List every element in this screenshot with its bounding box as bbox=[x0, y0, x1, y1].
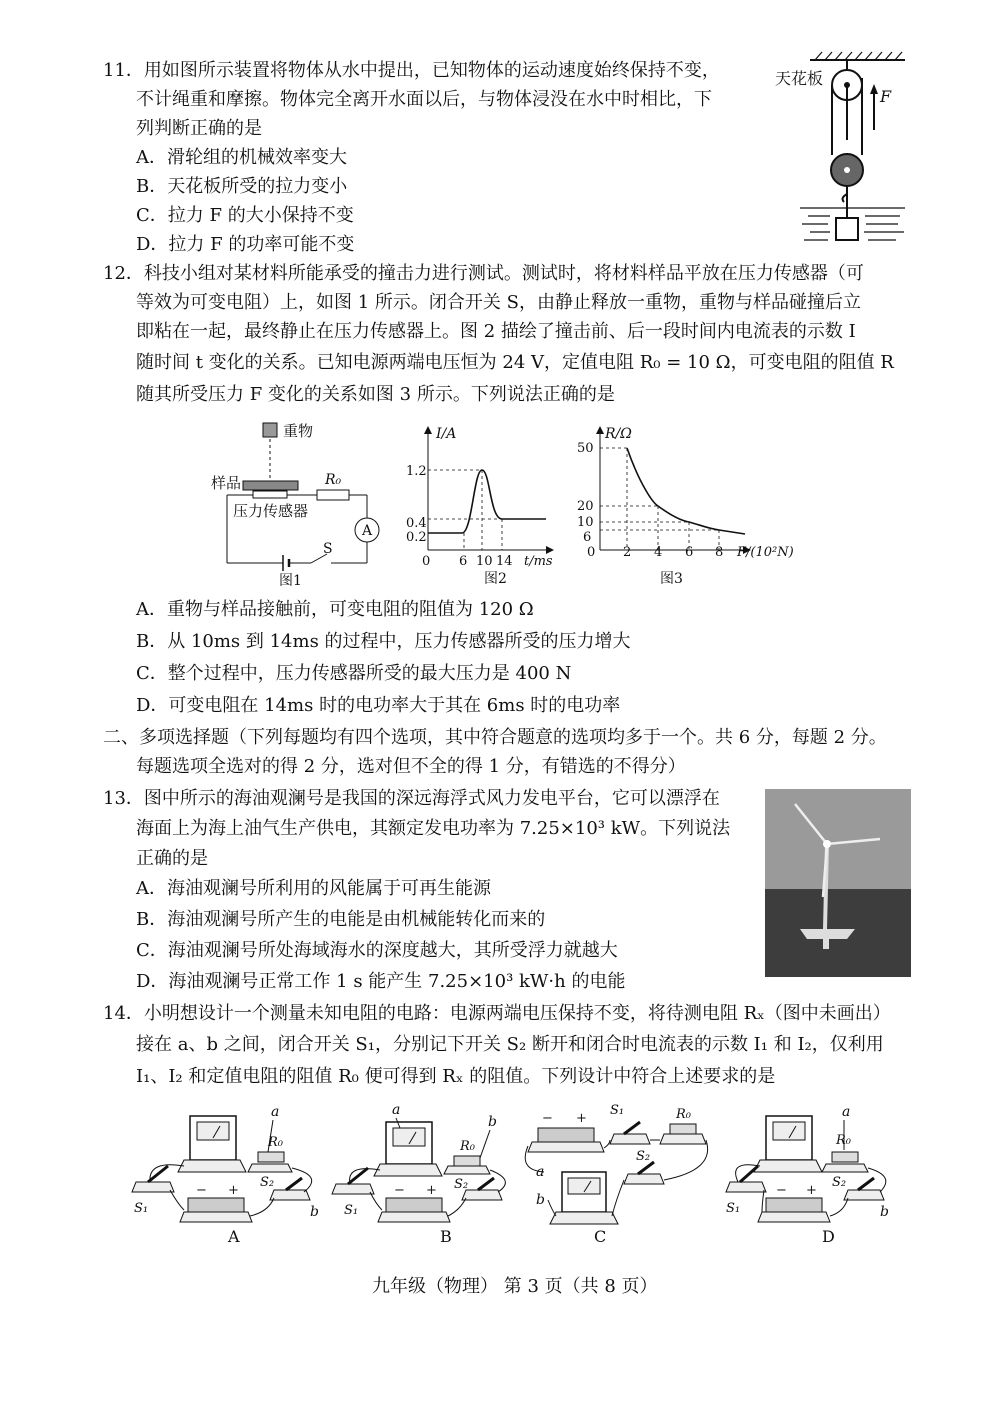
force-label: F bbox=[880, 87, 892, 106]
switch-s2-label: S₂ bbox=[832, 1175, 847, 1190]
q13-option-b: B．海油观澜号所产生的电能是由机械能转化而来的 bbox=[136, 909, 546, 930]
terminal-b-label: b bbox=[880, 1204, 889, 1220]
q13-option-d: D．海油观澜号正常工作 1 s 能产生 7.25×10³ kW·h 的电能 bbox=[136, 971, 626, 992]
switch-s1-label: S₁ bbox=[610, 1103, 625, 1118]
q14-line3: I₁、I₂ 和定值电阻的阻值 R₀ 便可得到 Rₓ 的阻值。下列设计中符合上述要求的是 bbox=[136, 1066, 776, 1087]
circuit-a bbox=[128, 1100, 328, 1245]
ammeter-label: A bbox=[362, 523, 373, 539]
q12-option-b: B．从 10ms 到 14ms 的过程中，压力传感器所受的压力增大 bbox=[136, 631, 631, 652]
page-footer: 九年级（物理） 第 3 页（共 8 页） bbox=[372, 1276, 658, 1297]
battery-minus: − bbox=[776, 1183, 787, 1198]
q12-option-d: D．可变电阻在 14ms 时的电功率大于其在 6ms 时的电功率 bbox=[136, 695, 621, 716]
battery-plus: + bbox=[228, 1183, 239, 1198]
fig2-xtick: 10 bbox=[476, 554, 493, 569]
q12-line5: 随其所受压力 F 变化的关系如图 3 所示。下列说法正确的是 bbox=[136, 384, 615, 405]
figure-1-circuit bbox=[205, 415, 390, 590]
q12-option-a: A．重物与样品接触前，可变电阻的阻值为 120 Ω bbox=[136, 599, 534, 620]
switch-s2-label: S₂ bbox=[454, 1177, 469, 1192]
q12-line3: 即粘在一起，最终静止在压力传感器上。图 2 描绘了撞击前、后一段时间内电流表的示数 I bbox=[136, 321, 856, 342]
fig2-xlabel: t/ms bbox=[524, 554, 553, 569]
circuit-d-caption: D bbox=[822, 1227, 835, 1246]
fig3-ytick: 20 bbox=[577, 499, 594, 514]
figure-3-graph bbox=[565, 420, 800, 590]
fig3-xtick: 6 bbox=[685, 545, 694, 560]
fig3-xlabel: F/(10²N) bbox=[737, 545, 794, 560]
battery-minus: − bbox=[394, 1183, 405, 1198]
figure-2-graph bbox=[400, 420, 560, 590]
section2-heading: 二、多项选择题（下列每题均有四个选项，其中符合题意的选项均多于一个。共 6 分，每题 2 分。 bbox=[103, 727, 887, 748]
figure-1-caption: 图1 bbox=[279, 573, 302, 589]
terminal-a-label: a bbox=[392, 1102, 401, 1118]
switch-label: S bbox=[323, 541, 333, 557]
fig3-ytick: 50 bbox=[577, 441, 594, 456]
sensor-label: 压力传感器 bbox=[233, 502, 309, 520]
q13-line2: 海面上为海上油气生产供电，其额定发电功率为 7.25×10³ kW。下列说法 bbox=[136, 818, 731, 839]
q12-option-c: C．整个过程中，压力传感器所受的最大压力是 400 N bbox=[136, 663, 572, 684]
switch-s1-label: S₁ bbox=[726, 1201, 741, 1216]
fig3-ylabel: R/Ω bbox=[605, 426, 632, 442]
terminal-a-label: a bbox=[842, 1104, 851, 1120]
q11-line3: 列判断正确的是 bbox=[136, 118, 262, 139]
battery-plus: + bbox=[806, 1183, 817, 1198]
circuit-c-caption: C bbox=[594, 1227, 607, 1246]
battery-minus: − bbox=[196, 1183, 207, 1198]
circuit-a-caption: A bbox=[228, 1227, 240, 1246]
q12-line2: 等效为可变电阻）上，如图 1 所示。闭合开关 S，由静止释放一重物，重物与样品碰撞后立 bbox=[136, 292, 861, 313]
switch-s2-label: S₂ bbox=[260, 1175, 275, 1190]
fig2-ylabel: I/A bbox=[436, 426, 457, 442]
terminal-b-label: b bbox=[488, 1114, 497, 1130]
fig3-xtick: 4 bbox=[654, 545, 663, 560]
fig3-ytick: 10 bbox=[577, 515, 594, 530]
fig2-ytick: 0.2 bbox=[406, 530, 427, 545]
battery-minus: − bbox=[542, 1111, 553, 1126]
switch-s1-label: S₁ bbox=[344, 1203, 359, 1218]
q13-option-c: C．海油观澜号所处海域海水的深度越大，其所受浮力就越大 bbox=[136, 940, 618, 961]
q13-option-a: A．海油观澜号所利用的风能属于可再生能源 bbox=[136, 878, 491, 899]
terminal-a-label: a bbox=[536, 1164, 545, 1180]
figure-2-caption: 图2 bbox=[484, 571, 507, 587]
q11-option-c: C．拉力 F 的大小保持不变 bbox=[136, 205, 354, 226]
q14-line2: 接在 a、b 之间，闭合开关 S₁，分别记下开关 S₂ 断开和闭合时电流表的示数 I₁ 和 I₂，仅利用 bbox=[136, 1034, 884, 1055]
terminal-b-label: b bbox=[536, 1192, 545, 1208]
ceiling-label: 天花板 bbox=[775, 69, 824, 88]
fig2-ytick: 0.4 bbox=[406, 516, 427, 531]
battery-plus: + bbox=[576, 1111, 587, 1126]
q13-line1: 13．图中所示的海油观澜号是我国的深远海浮式风力发电平台，它可以漂浮在 bbox=[103, 788, 720, 809]
q11-option-d: D．拉力 F 的功率可能不变 bbox=[136, 234, 355, 255]
fig2-ytick: 1.2 bbox=[406, 464, 427, 479]
q11-option-b: B．天花板所受的拉力变小 bbox=[136, 176, 348, 197]
section2-note: 每题选项全选对的得 2 分，选对但不全的得 1 分，有错选的不得分） bbox=[136, 756, 686, 777]
r0-label: R₀ bbox=[460, 1139, 475, 1154]
circuit-d bbox=[728, 1100, 928, 1245]
wind-platform-photo bbox=[765, 789, 911, 977]
terminal-b-label: b bbox=[310, 1204, 319, 1220]
fig2-origin: 0 bbox=[422, 554, 431, 569]
sample-label: 样品 bbox=[211, 474, 242, 492]
q11-option-a: A．滑轮组的机械效率变大 bbox=[136, 147, 347, 168]
q13-line3: 正确的是 bbox=[136, 848, 208, 869]
weight-label: 重物 bbox=[283, 422, 314, 440]
q11-line2: 不计绳重和摩擦。物体完全离开水面以后，与物体浸没在水中时相比，下 bbox=[136, 89, 712, 110]
q14-line1: 14．小明想设计一个测量未知电阻的电路：电源两端电压保持不变，将待测电阻 Rₓ（图中未画出） bbox=[103, 1003, 891, 1024]
switch-s2-label: S₂ bbox=[636, 1149, 651, 1164]
terminal-a-label: a bbox=[271, 1104, 280, 1120]
q12-line1: 12．科技小组对某材料所能承受的撞击力进行测试。测试时，将材料样品平放在压力传感器（可 bbox=[103, 263, 864, 284]
figure-3-caption: 图3 bbox=[660, 571, 683, 587]
q11-line1: 11．用如图所示装置将物体从水中提出，已知物体的运动速度始终保持不变， bbox=[103, 60, 720, 81]
r0-label: R₀ bbox=[836, 1133, 851, 1148]
r0-label: R₀ bbox=[325, 472, 342, 488]
fig2-xtick: 14 bbox=[496, 554, 513, 569]
fig2-xtick: 6 bbox=[459, 554, 468, 569]
circuit-b bbox=[330, 1100, 530, 1245]
fig3-xtick: 2 bbox=[623, 545, 632, 560]
switch-s1-label: S₁ bbox=[134, 1201, 149, 1216]
pulley-figure bbox=[770, 50, 910, 250]
fig3-xtick: 0 bbox=[587, 545, 596, 560]
circuit-c bbox=[520, 1100, 720, 1245]
r0-label: R₀ bbox=[676, 1107, 691, 1122]
circuit-b-caption: B bbox=[440, 1227, 452, 1246]
fig3-xtick: 8 bbox=[715, 545, 724, 560]
q12-line4: 随时间 t 变化的关系。已知电源两端电压恒为 24 V，定值电阻 R₀ = 10 Ω，可变电阻的阻值 R bbox=[136, 352, 894, 373]
fig3-ytick: 6 bbox=[583, 530, 592, 545]
r0-label: R₀ bbox=[268, 1135, 283, 1150]
battery-plus: + bbox=[426, 1183, 437, 1198]
